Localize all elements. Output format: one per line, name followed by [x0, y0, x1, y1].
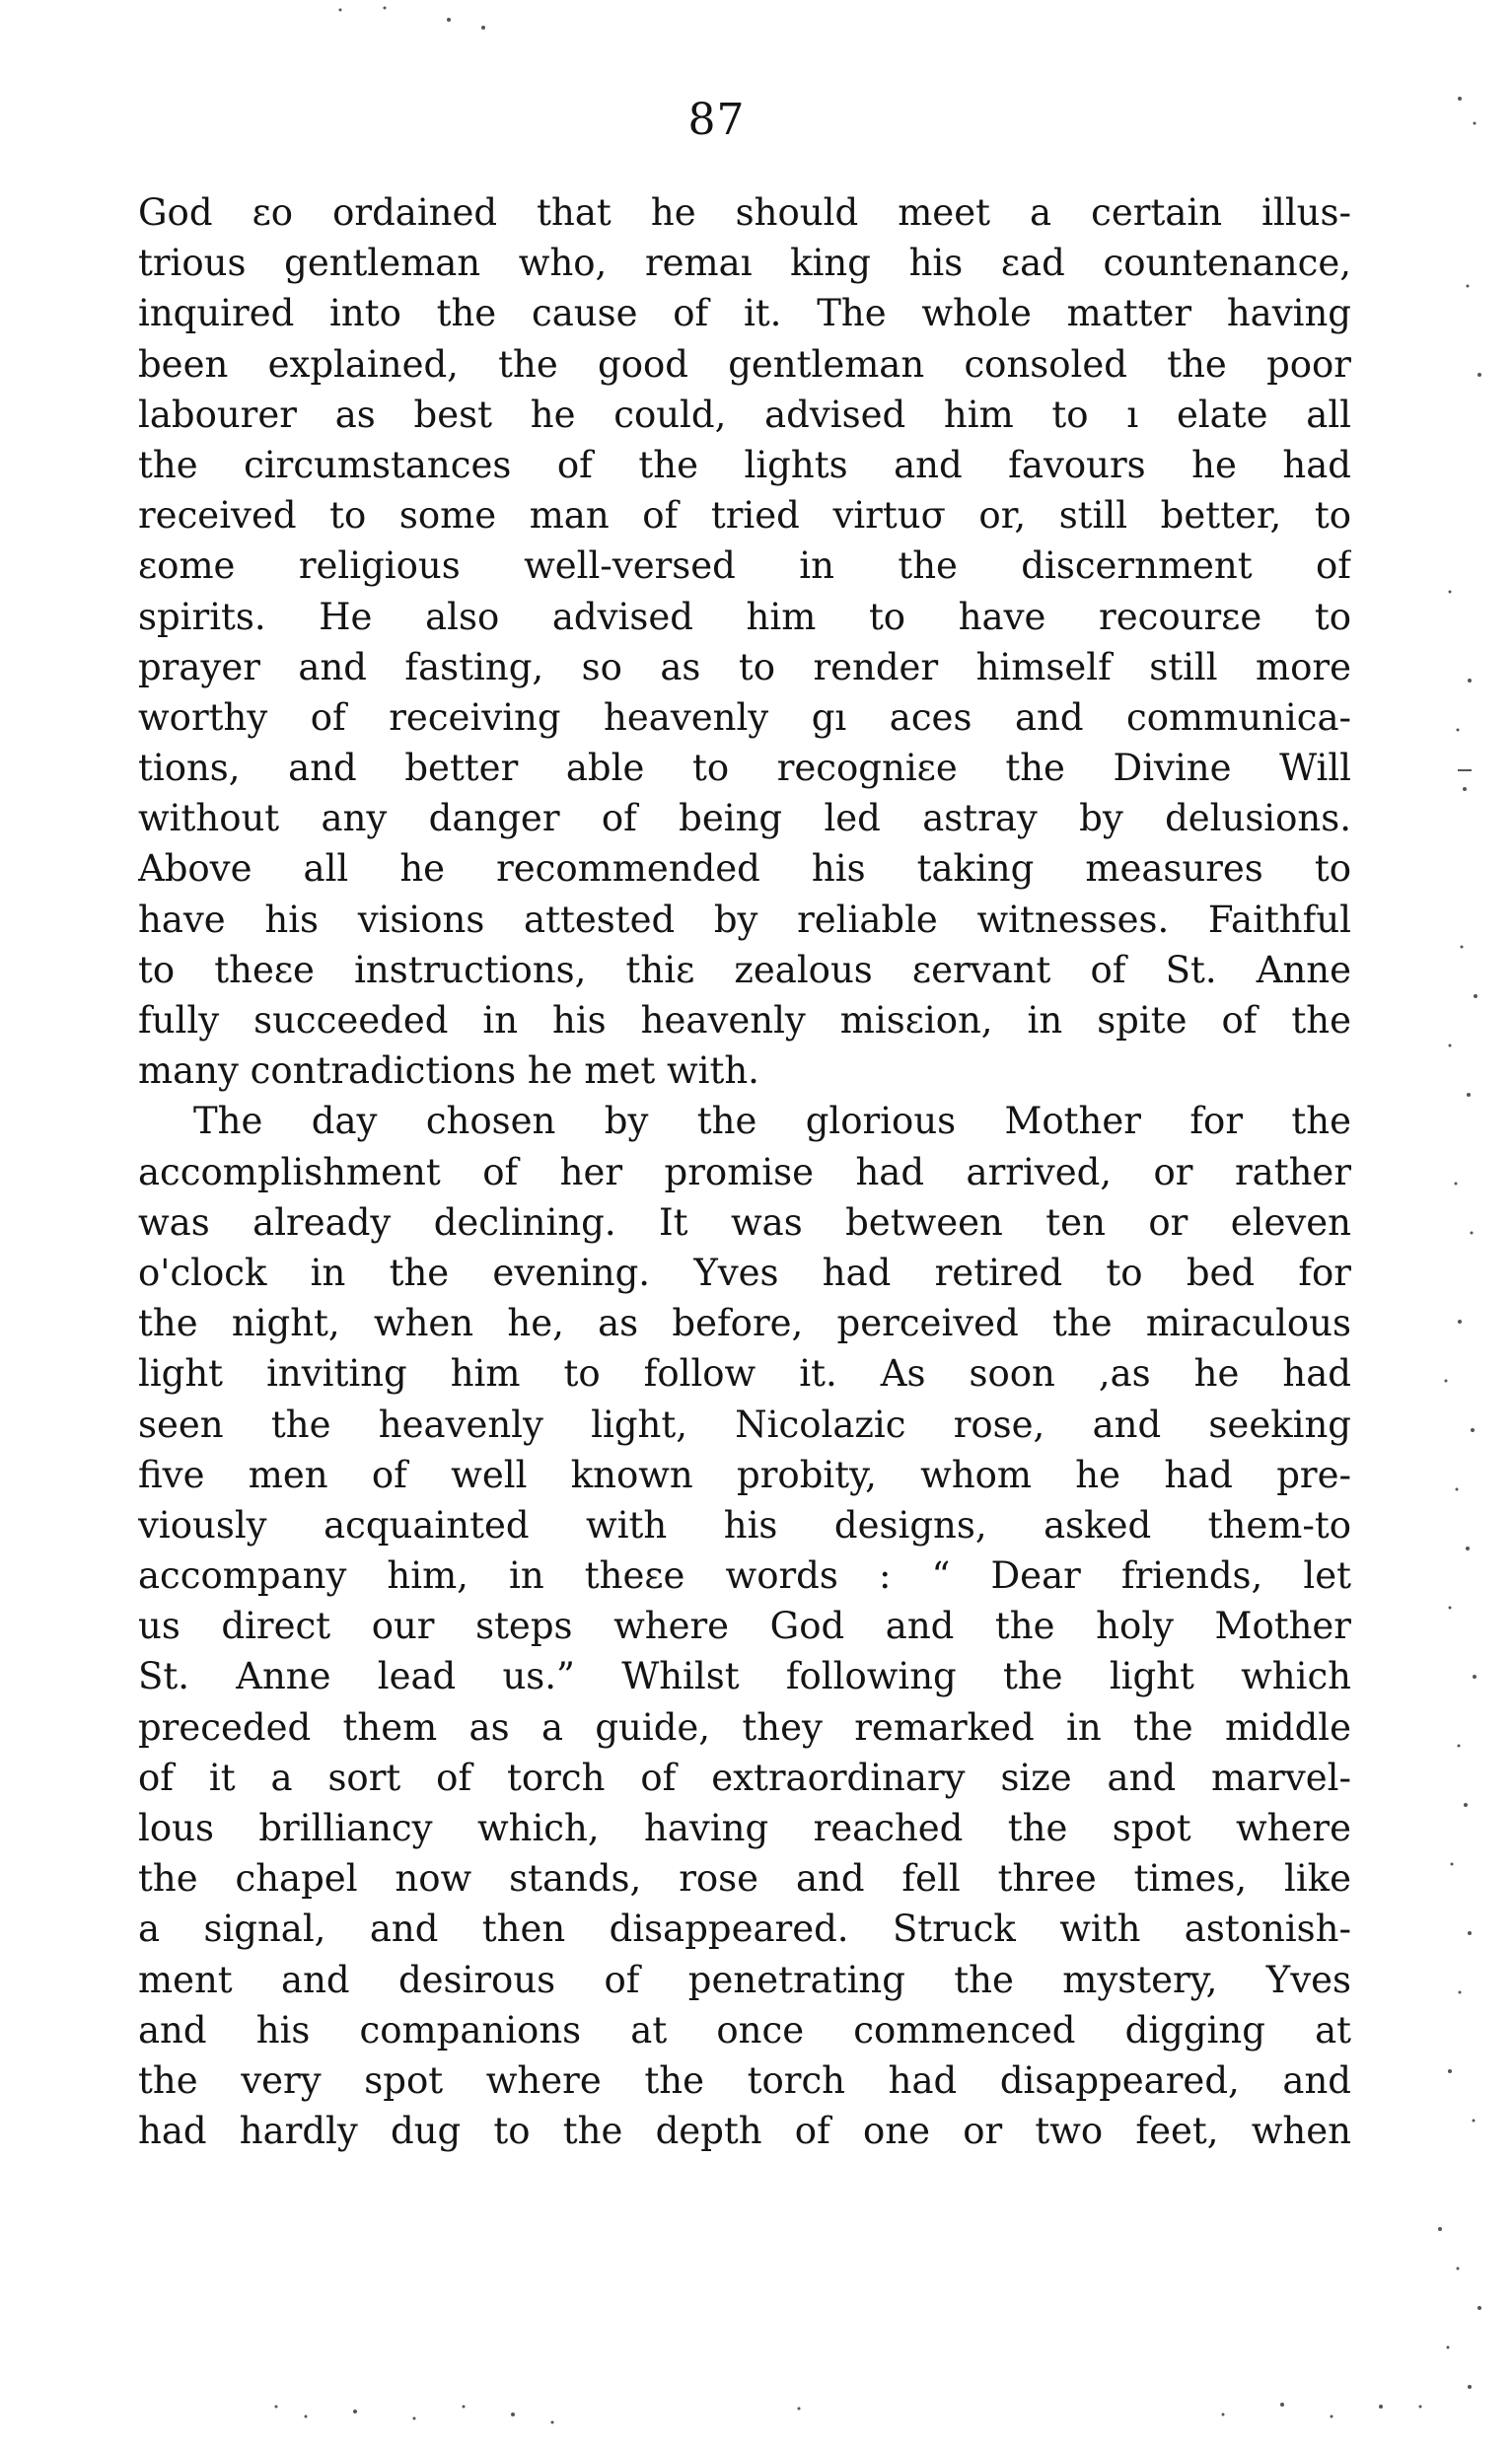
text-line: ɛome religious well-versed in the discernment of — [138, 544, 1351, 588]
text-line: viously acquainted with his designs, asked them-to — [138, 1503, 1351, 1547]
text-line: light inviting him to follow it. As soon ,as he had — [138, 1352, 1351, 1396]
text-line: without any danger of being led astray by delusions. — [138, 797, 1351, 840]
text-line: five men of well known probity, whom he had pre- — [138, 1453, 1351, 1496]
text-line: to theεe instructions, thiɛ zealous ɛervant of St. Anne — [138, 948, 1351, 991]
text-line: many contradictions he met with. — [138, 1049, 759, 1093]
body-text — [138, 187, 1351, 2156]
page-number: 87 — [687, 95, 746, 145]
text-line: was already declining. It was between ten or eleven — [138, 1200, 1351, 1244]
text-line: tions, and better able to recogniεe the Divine Will — [138, 747, 1351, 790]
text-line: ment and desirous of penetrating the mystery, Yves — [138, 1958, 1351, 2001]
text-line: prayer and fasting, so as to render himself still more — [138, 645, 1351, 688]
text-line: accompany him, in theεe words : “ Dear friends, let — [138, 1554, 1351, 1598]
text-line: preceded them as a guide, they remarked in the middle — [138, 1705, 1351, 1749]
text-line: labourer as best he could, advised him to ı elate all — [138, 393, 1351, 436]
text-line: have his visions attested by reliable witnesses. Faithful — [138, 898, 1351, 941]
text-line: the chapel now stands, rose and fell three times, like — [138, 1857, 1351, 1901]
text-line: The day chosen by the glorious Mother for the — [193, 1100, 1351, 1143]
text-line: the very spot where the torch had disappeared, and — [138, 2058, 1351, 2102]
text-line: inquired into the cause of it. The whole matter having — [138, 292, 1351, 335]
text-line: seen the heavenly light, Nicolazic rose, and seeking — [138, 1403, 1351, 1446]
text-line: a signal, and then disappeared. Struck with astonish- — [138, 1908, 1351, 1951]
text-line: God εο ordained that he should meet a certain illus- — [138, 191, 1351, 234]
text-line: accomplishment of her promise had arrived, or rather — [138, 1150, 1351, 1193]
text-line: worthy of receiving heavenly gı aces and communica- — [138, 695, 1351, 739]
text-line: lous brilliancy which, having reached the spot where — [138, 1807, 1351, 1849]
text-line: received to some man of tried virtuσ or, still better, to — [138, 494, 1351, 538]
text-line: been explained, the good gentleman consoled the poor — [138, 342, 1351, 386]
paragraph — [138, 187, 1351, 1096]
text-line: of it a sort of torch of extraordinary size and marvel- — [138, 1756, 1351, 1799]
text-line: Above all he recommended his taking measures to — [138, 847, 1351, 891]
text-line: had hardly dug to the depth of one or two feet, when — [138, 2110, 1351, 2153]
text-line: o'clock in the evening. Yves had retired to bed for — [138, 1251, 1351, 1294]
text-line: St. Anne lead us.” Whilst following the light which — [138, 1655, 1351, 1698]
text-line: spirits. He also advised him to have recourɛe to — [138, 595, 1351, 638]
text-line: the circumstances of the lights and favours he had — [138, 443, 1351, 486]
text-line: and his companions at once commenced digging at — [138, 2008, 1351, 2052]
paragraph — [138, 1096, 1351, 2156]
text-line: trious gentleman who, remaı king his ɛad countenance, — [138, 242, 1351, 285]
text-line: the night, when he, as before, perceived the miraculous — [138, 1302, 1351, 1345]
text-line: us direct our steps where God and the holy Mother — [138, 1605, 1351, 1648]
text-line: fully succeeded in his heavenly misɛion, in spite of the — [138, 999, 1351, 1042]
